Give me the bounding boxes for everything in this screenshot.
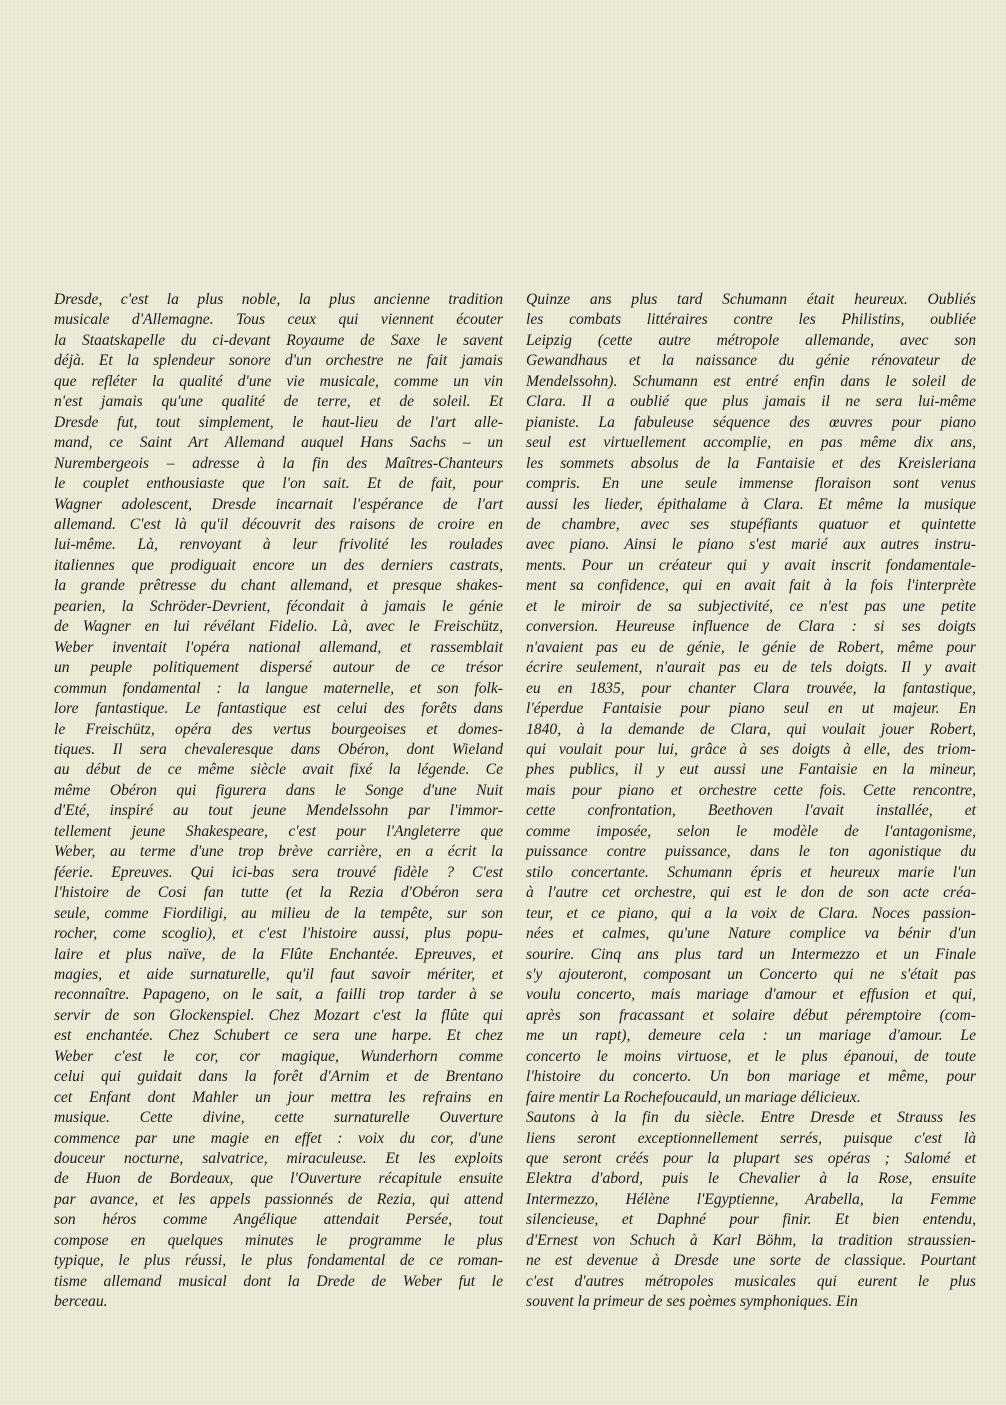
text-line: c'est d'autres métropoles musicales qui eurent le plus	[526, 1272, 976, 1290]
text-line: mand, ce Saint Art Allemand auquel Hans Sachs – un	[54, 434, 503, 452]
text-line: n'avaient pas eu de génie, le génie de Robert, même pour	[526, 638, 976, 656]
text-line: Mendelssohn). Schumann est entré enfin dans le soleil de	[526, 372, 976, 390]
text-line: tellement jeune Shakespeare, c'est pour l'Angleterre que	[54, 822, 503, 840]
text-line: au début de ce même siècle avait fixé la légende. Ce	[54, 761, 503, 779]
text-line: le couplet enthousiaste que l'on sait. Et de fait, pour	[54, 475, 503, 493]
text-line: et le miroir de sa subjectivité, ce n'est pas une petite	[526, 597, 976, 615]
text-line: cette confrontation, Beethoven l'avait installée, et	[526, 802, 976, 820]
text-line: conversion. Heureuse influence de Clara : si ses doigts	[526, 618, 976, 636]
text-line: commence par une magie en effet : voix du cor, d'une	[54, 1129, 503, 1147]
text-line: commun fondamental : la langue maternelle, et son folk-	[54, 679, 503, 697]
text-line: un peuple politiquement dispersé autour de ce trésor	[54, 659, 503, 677]
text-line: Leipzig (cette autre métropole allemande, avec son	[526, 331, 976, 349]
text-line: pianiste. La fabuleuse séquence des œuvres pour piano	[526, 413, 976, 431]
text-line: me un rapt), demeure cela : un mariage d'amour. Le	[526, 1027, 976, 1045]
text-line: Wagner adolescent, Dresde incarnait l'espérance de l'art	[54, 495, 503, 513]
left-text-column	[54, 290, 503, 1313]
text-line: mais pour piano et orchestre cette fois. Cette rencontre,	[526, 781, 976, 799]
text-line: 1840, à la demande de Clara, qui voulait jouer Robert,	[526, 720, 976, 738]
text-line: pearien, la Schröder-Devrient, fécondait à jamais le génie	[54, 597, 503, 615]
text-line: écrire seulement, n'aurait pas eu de tels doigts. Il y avait	[526, 659, 976, 677]
text-line: Dresde, c'est la plus noble, la plus ancienne tradition	[54, 291, 503, 308]
text-line: concerto le moins virtuose, et le plus épanoui, de toute	[526, 1047, 976, 1065]
text-line: est enchantée. Chez Schubert ce sera une harpe. Et chez	[54, 1027, 503, 1045]
text-line: que seront créés pour la plupart ses opéras ; Salomé et	[526, 1150, 976, 1168]
text-line: rocher, come scoglio), et c'est l'histoire aussi, plus popu-	[54, 925, 503, 943]
text-line: musicale d'Allemagne. Tous ceux qui viennent écouter	[54, 311, 503, 329]
text-line: silencieuse, et Daphné pour finir. Et bien entendu,	[526, 1211, 976, 1229]
text-line: allemand. C'est là qu'il découvrit des raisons de croire en	[54, 515, 503, 533]
text-line: la Staatskapelle du ci-devant Royaume de Saxe le savent	[54, 331, 503, 349]
text-line: l'histoire du concerto. Un bon mariage et même, pour	[526, 1068, 976, 1086]
text-line: laire et plus naïve, de la Flûte Enchantée. Epreuves, et	[54, 945, 503, 963]
text-line: eu en 1835, pour chanter Clara trouvée, la fantastique,	[526, 679, 976, 697]
text-line: les combats littéraires contre les Philistins, oubliée	[526, 311, 976, 329]
text-line: avec piano. Ainsi le piano s'est marié aux autres instru-	[526, 536, 976, 554]
text-line: ment sa confidence, qui en avait fait à la fois l'interprète	[526, 577, 976, 595]
text-line: s'y ajouteront, composant un Concerto qui ne s'était pas	[526, 965, 976, 983]
text-line: la grande prêtresse du chant allemand, et presque shakes-	[54, 577, 503, 595]
text-line: de Huon de Bordeaux, que l'Ouverture récapitule ensuite	[54, 1170, 503, 1188]
right-text-column	[526, 290, 976, 1313]
text-line: le Freischütz, opéra des vertus bourgeoises et domes-	[54, 720, 503, 738]
text-line: de chambre, avec ses stupéfiants quatuor et quintette	[526, 515, 976, 533]
text-line: reconnaître. Papageno, on le sait, a failli trop tarder à se	[54, 986, 503, 1004]
text-line: après son fracassant et solaire début péremptoire (com-	[526, 1006, 976, 1024]
text-line: lui-même. Là, renvoyant à leur frivolité les roulades	[54, 536, 503, 554]
text-line: son héros comme Angélique attendait Persée, tout	[54, 1211, 503, 1229]
text-line: berceau.	[54, 1293, 108, 1311]
text-line: Intermezzo, Hélène l'Egyptienne, Arabella, la Femme	[526, 1190, 976, 1208]
text-line: typique, le plus réussi, le plus fondamental de ce roman-	[54, 1252, 503, 1270]
text-line: stilo concertante. Schumann épris et heureux marie l'un	[526, 863, 976, 881]
text-line: musique. Cette divine, cette surnaturelle Ouverture	[54, 1109, 503, 1127]
text-line: même Obéron qui figurera dans le Songe d'une Nuit	[54, 781, 503, 799]
text-line: qui voulait pour lui, grâce à ses doigts à elle, des triom-	[526, 740, 976, 758]
text-line: Gewandhaus et la naissance du génie rénovateur de	[526, 352, 976, 370]
text-line: compris. En une seule immense floraison sont venus	[526, 475, 976, 493]
text-line: Weber inventait l'opéra national allemand, et rassemblait	[54, 638, 503, 656]
text-line: l'histoire de Cosi fan tutte (et la Rezia d'Obéron sera	[54, 884, 503, 902]
text-line: nées et calmes, qu'une Nature complice va bénir d'un	[526, 925, 976, 943]
text-line: Nurembergeois – adresse à la fin des Maîtres-Chanteurs	[54, 454, 503, 472]
text-line: comme imposée, selon le modèle de l'antagonisme,	[526, 822, 976, 840]
text-line: Weber, au terme d'une trop brève carrière, en a écrit la	[54, 843, 503, 861]
text-line: d'Eté, inspiré au tout jeune Mendelssohn par l'immor-	[54, 802, 503, 820]
text-line: Elektra d'abord, puis le Chevalier à la Rose, ensuite	[526, 1170, 976, 1188]
text-line: lore fantastique. Le fantastique est celui des forêts dans	[54, 700, 503, 718]
text-line: liens seront exceptionnellement serrés, puisque c'est là	[526, 1129, 976, 1147]
text-line: Clara. Il a oublié que plus jamais il ne sera lui-même	[526, 393, 976, 411]
text-line: italiennes que prodiguait encore un des derniers castrats,	[54, 556, 503, 574]
text-line: ne est devenue à Dresde une sorte de classique. Pourtant	[526, 1252, 976, 1270]
text-line: magies, et aide surnaturelle, qu'il faut savoir mériter, et	[54, 965, 503, 983]
text-line: aussi les lieder, épithalame à Clara. Et même la musique	[526, 495, 976, 513]
text-line: ments. Pour un créateur qui y avait inscrit fondamentale-	[526, 556, 976, 574]
text-line: à l'autre cet orchestre, qui est le don de son acte créa-	[526, 884, 976, 902]
text-line: l'éperdue Fantaisie pour piano seul en ut majeur. En	[526, 700, 976, 718]
text-line: n'est jamais qu'une qualité de terre, et de soleil. Et	[54, 393, 503, 411]
text-line: déjà. Et la splendeur sonore d'un orchestre ne fait jamais	[54, 352, 503, 370]
text-line: de Wagner en lui révélant Fidelio. Là, avec le Freischütz,	[54, 618, 503, 636]
text-line: les sommets absolus de la Fantaisie et des Kreisleriana	[526, 454, 976, 472]
text-line: phes publics, il y eut aussi une Fantaisie en la mineur,	[526, 761, 976, 779]
text-line: seule, comme Fiordiligi, au milieu de la tempête, sur son	[54, 904, 503, 922]
text-line: Quinze ans plus tard Schumann était heureux. Oubliés	[526, 291, 976, 308]
text-line: sourire. Cinq ans plus tard un Intermezzo et un Finale	[526, 945, 976, 963]
text-line: féerie. Epreuves. Qui ici-bas sera trouvé fidèle ? C'est	[54, 863, 503, 881]
text-line: Dresde fut, tout simplement, le haut-lieu de l'art alle-	[54, 413, 503, 431]
text-line: cet Enfant dont Mahler un jour mettra les refrains en	[54, 1088, 503, 1106]
text-line: Sautons à la fin du siècle. Entre Dresde et Strauss les	[526, 1109, 976, 1127]
text-line: souvent la primeur de ses poèmes symphoniques. Ein	[526, 1293, 858, 1311]
text-line: que refléter la qualité d'une vie musicale, comme un vin	[54, 372, 503, 390]
text-line: puissance contre puissance, dans le ton agonistique du	[526, 843, 976, 861]
text-line: par avance, et les appels passionnés de Rezia, qui attend	[54, 1190, 503, 1208]
text-line: servir de son Glockenspiel. Chez Mozart c'est la flûte qui	[54, 1006, 503, 1024]
text-line: faire mentir La Rochefoucauld, un mariage délicieux.	[526, 1088, 861, 1106]
text-line: d'Ernest von Schuch à Karl Böhm, la tradition straussien-	[526, 1231, 976, 1249]
text-line: tiques. Il sera chevaleresque dans Obéron, dont Wieland	[54, 740, 503, 758]
text-line: douceur nocturne, salvatrice, miraculeuse. Et les exploits	[54, 1150, 503, 1168]
text-line: compose en quelques minutes le programme le plus	[54, 1231, 503, 1249]
text-line: celui qui guidait dans la forêt d'Arnim et de Brentano	[54, 1068, 503, 1086]
text-line: teur, et ce piano, qui a la voix de Clara. Noces passion-	[526, 904, 976, 922]
text-line: voulu concerto, mais mariage d'amour et effusion et qui,	[526, 986, 976, 1004]
text-line: Weber c'est le cor, cor magique, Wunderhorn comme	[54, 1047, 503, 1065]
text-line: seul est virtuellement accomplie, en pas même dix ans,	[526, 434, 976, 452]
text-line: tisme allemand musical dont la Drede de Weber fut le	[54, 1272, 503, 1290]
